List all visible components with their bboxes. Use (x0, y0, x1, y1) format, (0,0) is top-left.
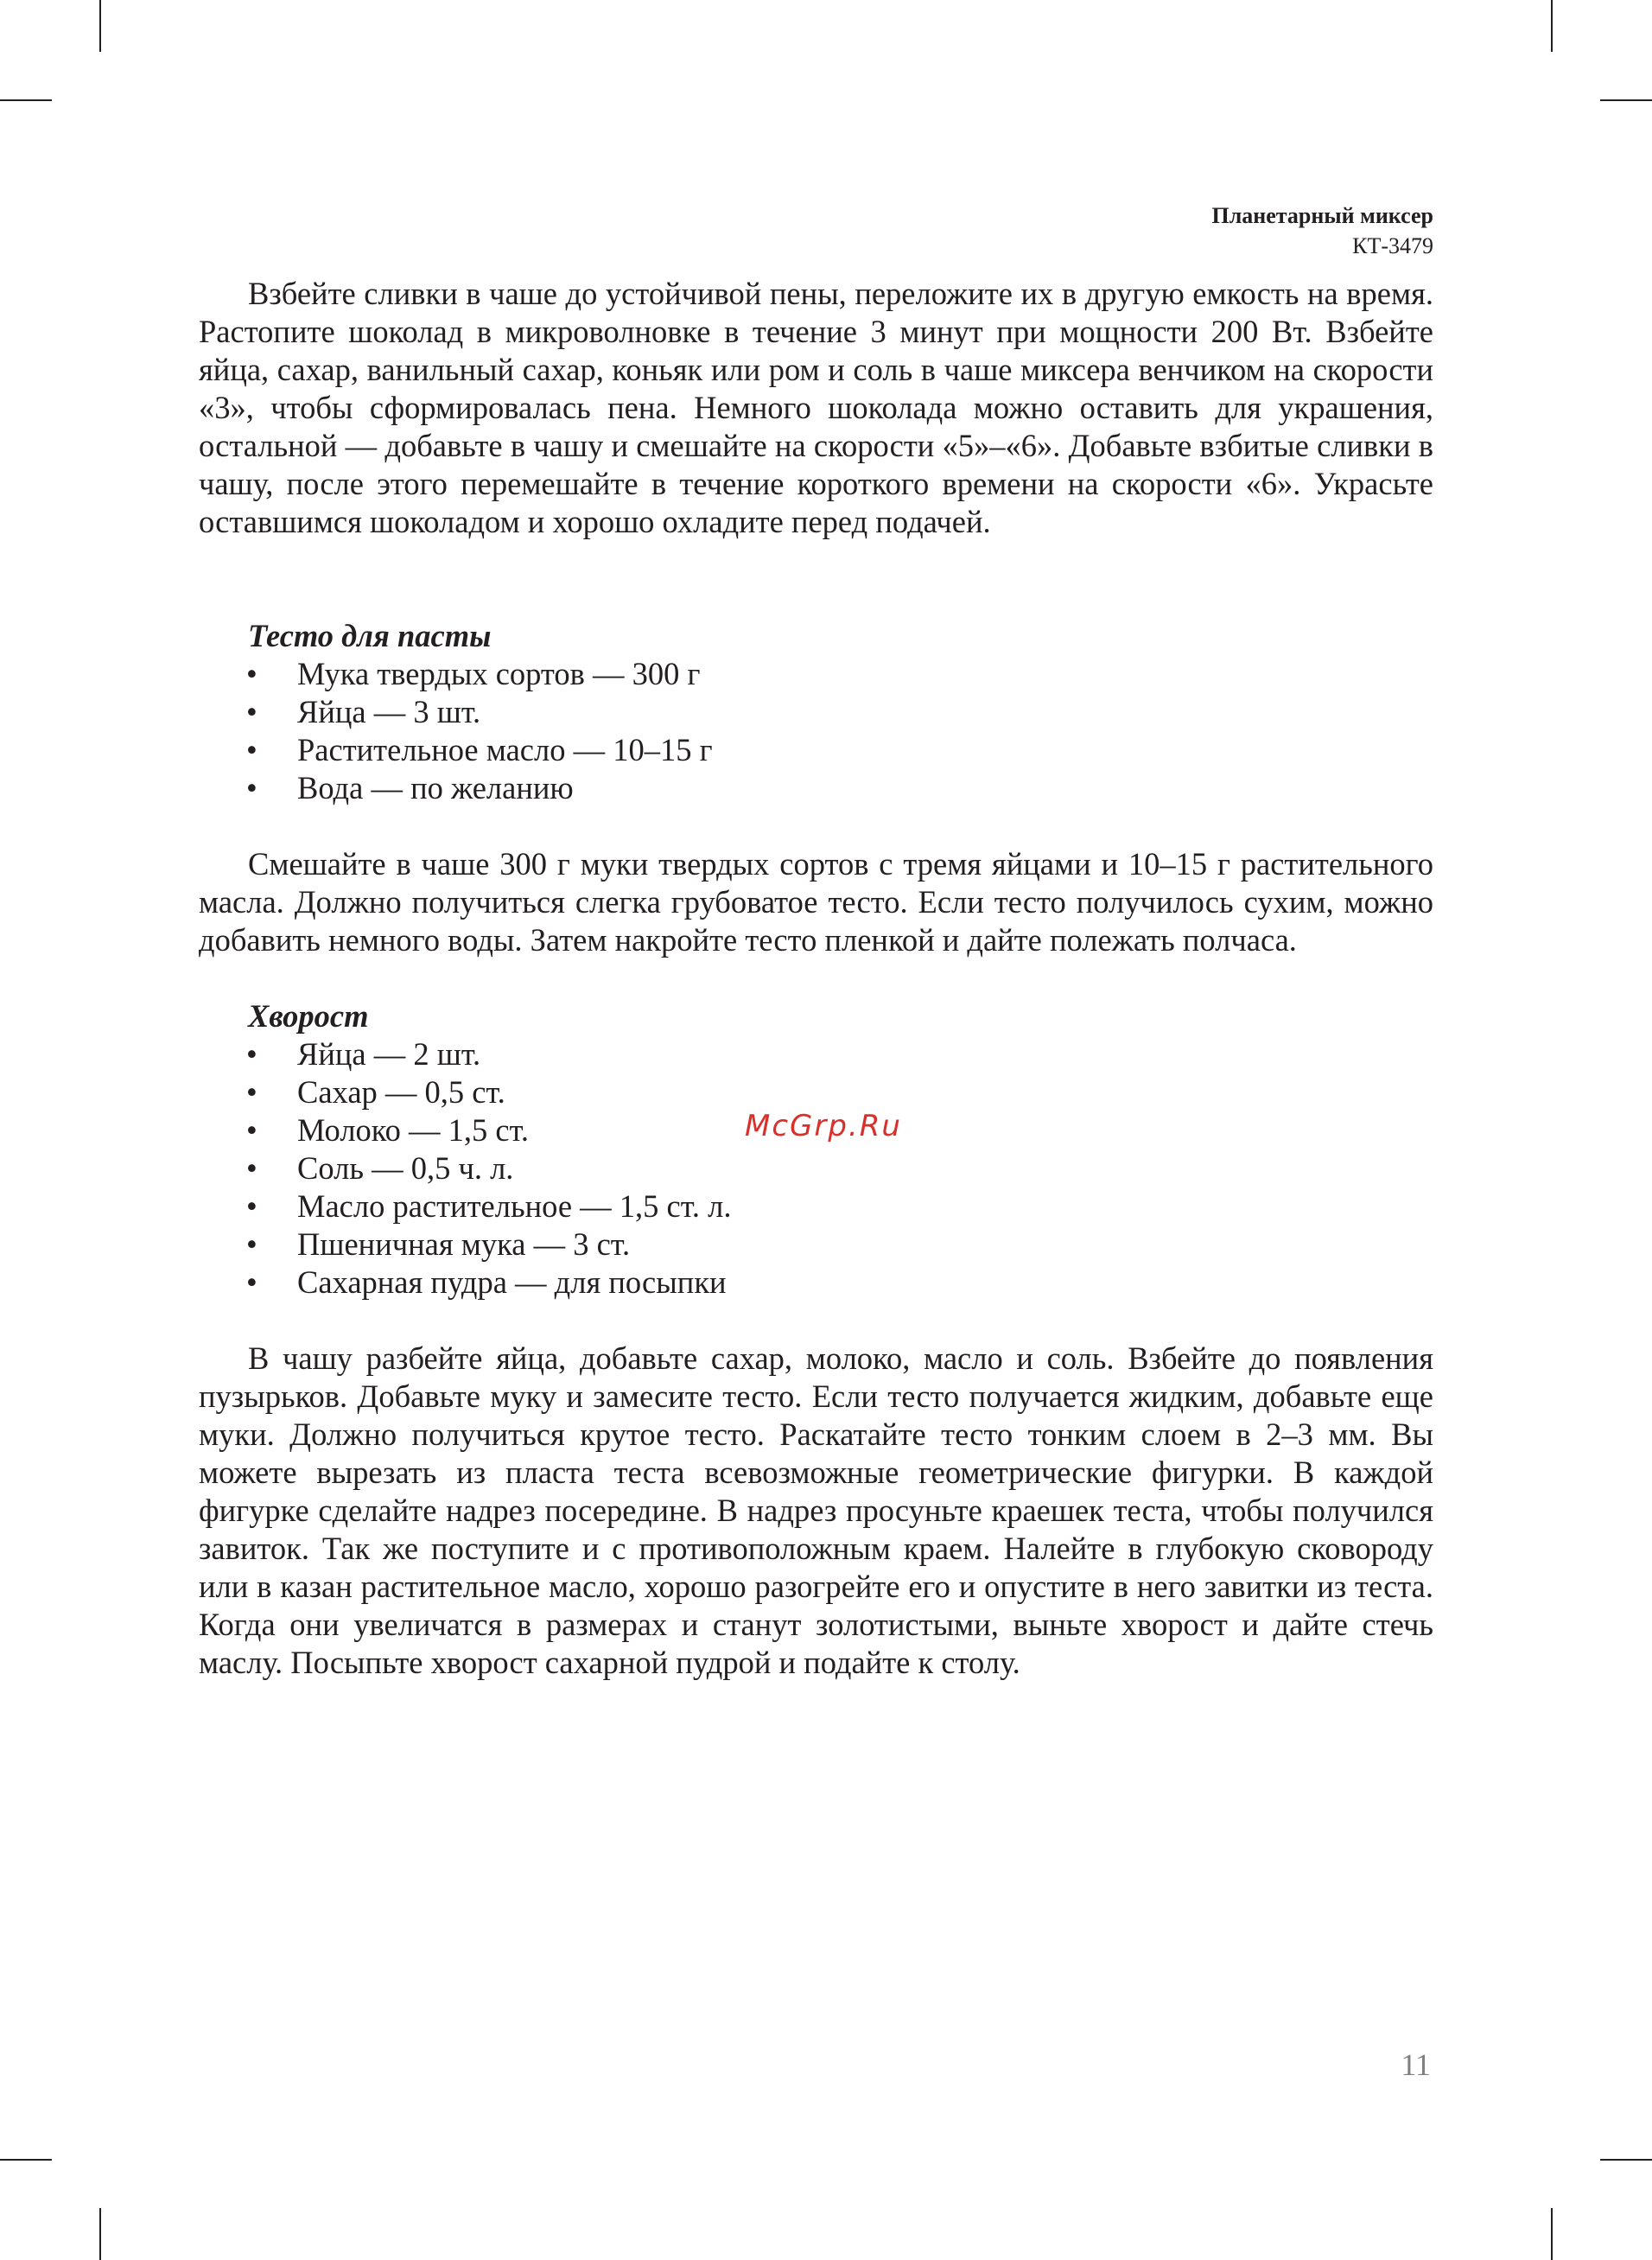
crop-mark-top-left-horizontal (0, 99, 52, 101)
bullet-icon: • (246, 694, 257, 729)
crop-mark-bottom-left-horizontal (0, 2159, 52, 2161)
ingredient-text: Вода — по желанию (297, 770, 574, 805)
khvorost-section-title: Хворост (248, 998, 369, 1034)
list-item (199, 1035, 1433, 1073)
bullet-icon: • (246, 1074, 257, 1110)
list-item (199, 1264, 1433, 1302)
list-item (199, 1187, 1433, 1225)
khvorost-ingredient-list (199, 1035, 1433, 1302)
pasta-section-title: Тесто для пасты (248, 618, 492, 653)
list-item (199, 693, 1433, 731)
intro-paragraph: Взбейте сливки в чаше до устойчивой пены, переложите их в другую емкость на время. Растопите шоколад в микроволновке в течение 3 минут при мощности 200 Вт. Взбейте яйца, сахар, ванильный сахар, коньяк или ром и соль в чаше миксера венчиком на скорости «3», чтобы сформировалась пена. Немного шоколада можно оставить для украшения, остальной — добавьте в чашу и смешайте на скорости «5»–«6». Добавьте взбитые сливки в чашу, после этого перемешайте в течение короткого времени на скорости «6». Украсьте оставшимся шоколадом и хорошо охладите перед подачей. (199, 276, 1433, 539)
ingredient-text: Сахар — 0,5 ст. (297, 1074, 505, 1110)
list-item (199, 1225, 1433, 1264)
page-number: 11 (1401, 2047, 1431, 2082)
model-number: КТ-3479 (1352, 233, 1433, 258)
ingredient-text: Сахарная пудра — для посыпки (297, 1264, 727, 1300)
spacer (199, 541, 1433, 617)
product-name: Планетарный миксер (1211, 203, 1433, 228)
crop-mark-top-right-horizontal (1600, 99, 1652, 101)
running-header (1211, 201, 1433, 261)
ingredient-text: Растительное масло — 10–15 г (297, 732, 713, 767)
page-content (199, 275, 1433, 1682)
bullet-icon: • (246, 732, 257, 767)
list-item (199, 731, 1433, 769)
bullet-icon: • (246, 656, 257, 691)
bullet-icon: • (246, 1264, 257, 1300)
spacer (199, 807, 1433, 845)
bullet-icon: • (246, 1188, 257, 1224)
bullet-icon: • (246, 1036, 257, 1072)
bullet-icon: • (246, 1226, 257, 1262)
list-item (199, 1149, 1433, 1187)
watermark: McGrp.Ru (745, 1109, 902, 1143)
spacer (199, 1302, 1433, 1340)
ingredient-text: Масло растительное — 1,5 ст. л. (297, 1188, 732, 1224)
list-item (199, 1073, 1433, 1111)
list-item (199, 769, 1433, 807)
list-item (199, 655, 1433, 693)
bullet-icon: • (246, 770, 257, 805)
spacer (199, 959, 1433, 997)
crop-mark-bottom-right-horizontal (1600, 2159, 1652, 2161)
ingredient-text: Соль — 0,5 ч. л. (297, 1150, 514, 1186)
ingredient-text: Яйца — 2 шт. (297, 1036, 481, 1072)
crop-mark-bottom-left-vertical (99, 2208, 101, 2260)
crop-mark-top-right-vertical (1551, 0, 1553, 52)
ingredient-text: Яйца — 3 шт. (297, 694, 481, 729)
bullet-icon: • (246, 1112, 257, 1148)
crop-mark-bottom-right-vertical (1551, 2208, 1553, 2260)
ingredient-text: Пшеничная мука — 3 ст. (297, 1226, 631, 1262)
bullet-icon: • (246, 1150, 257, 1186)
pasta-ingredient-list (199, 655, 1433, 807)
pasta-instructions: Смешайте в чаше 300 г муки твердых сортов с тремя яйцами и 10–15 г растительного масла. Должно получиться слегка грубоватое тесто. Если тесто получилось сухим, можно добавить немного воды. Затем накройте тесто пленкой и дайте полежать полчаса. (199, 846, 1433, 958)
khvorost-instructions: В чашу разбейте яйца, добавьте сахар, молоко, масло и соль. Взбейте до появления пузырьков. Добавьте муку и замесите тесто. Если тесто получается жидким, добавьте еще муки. Должно получиться крутое тесто. Раскатайте тесто тонким слоем в 2–3 мм. Вы можете вырезать из пласта теста всевозможные геометрические фигурки. В каждой фигурке сделайте надрез посередине. В надрез просуньте краешек теста, чтобы получился завиток. Так же поступите и с противоположным краем. Налейте в глубокую сковороду или в казан растительное масло, хорошо разогрейте его и опустите в него завитки из теста. Когда они увеличатся в размерах и станут золотистыми, выньте хворост и дайте стечь маслу. Посыпьте хворост сахарной пудрой и подайте к столу. (199, 1340, 1433, 1680)
ingredient-text: Мука твердых сортов — 300 г (297, 656, 701, 691)
crop-mark-top-left-vertical (99, 0, 101, 52)
ingredient-text: Молоко — 1,5 ст. (297, 1112, 529, 1148)
